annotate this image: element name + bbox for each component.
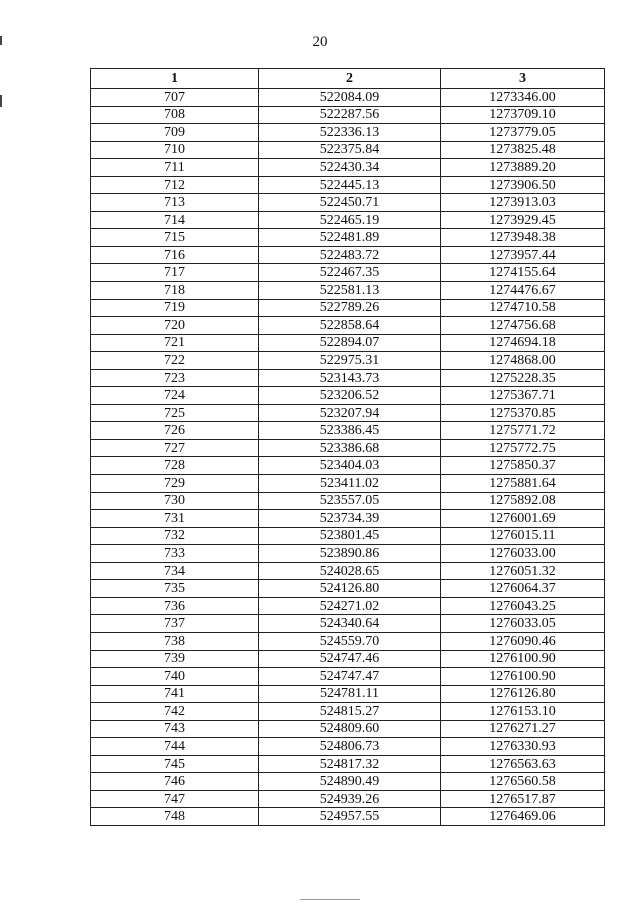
cell-y-coordinate: 1273709.10 — [441, 106, 605, 124]
table-row — [91, 404, 605, 422]
table-row — [91, 124, 605, 142]
cell-point-number: 739 — [91, 650, 259, 668]
cell-x-coordinate: 522975.31 — [259, 352, 441, 370]
cell-x-coordinate: 524809.60 — [259, 720, 441, 738]
cell-x-coordinate: 522894.07 — [259, 334, 441, 352]
cell-point-number: 740 — [91, 668, 259, 686]
cell-point-number: 716 — [91, 246, 259, 264]
cell-y-coordinate: 1276033.00 — [441, 545, 605, 563]
table-row — [91, 387, 605, 405]
table-header — [91, 69, 605, 89]
table-row — [91, 510, 605, 528]
cell-y-coordinate: 1276271.27 — [441, 720, 605, 738]
cell-x-coordinate: 524271.02 — [259, 597, 441, 615]
cell-y-coordinate: 1276043.25 — [441, 597, 605, 615]
cell-x-coordinate: 523386.45 — [259, 422, 441, 440]
cell-y-coordinate: 1273825.48 — [441, 141, 605, 159]
cell-point-number: 713 — [91, 194, 259, 212]
cell-y-coordinate: 1276100.90 — [441, 668, 605, 686]
cell-y-coordinate: 1275850.37 — [441, 457, 605, 475]
cell-point-number: 729 — [91, 475, 259, 493]
cell-point-number: 710 — [91, 141, 259, 159]
cell-y-coordinate: 1273957.44 — [441, 246, 605, 264]
cell-point-number: 741 — [91, 685, 259, 703]
cell-point-number: 731 — [91, 510, 259, 528]
cell-y-coordinate: 1276330.93 — [441, 738, 605, 756]
column-header-x: 2 — [259, 69, 441, 89]
table-row — [91, 422, 605, 440]
table-row — [91, 194, 605, 212]
cell-x-coordinate: 522450.71 — [259, 194, 441, 212]
cell-point-number: 735 — [91, 580, 259, 598]
cell-y-coordinate: 1276469.06 — [441, 808, 605, 826]
table-row — [91, 475, 605, 493]
cell-x-coordinate: 523206.52 — [259, 387, 441, 405]
cell-point-number: 721 — [91, 334, 259, 352]
cell-x-coordinate: 524126.80 — [259, 580, 441, 598]
table-row — [91, 439, 605, 457]
cell-point-number: 707 — [91, 89, 259, 107]
cell-point-number: 719 — [91, 299, 259, 317]
cell-y-coordinate: 1274756.68 — [441, 317, 605, 335]
table-row — [91, 597, 605, 615]
table-row — [91, 685, 605, 703]
cell-point-number: 724 — [91, 387, 259, 405]
table-row — [91, 246, 605, 264]
cell-x-coordinate: 523411.02 — [259, 475, 441, 493]
cell-point-number: 734 — [91, 562, 259, 580]
table-row — [91, 650, 605, 668]
cell-y-coordinate: 1274694.18 — [441, 334, 605, 352]
table-row — [91, 352, 605, 370]
cell-point-number: 717 — [91, 264, 259, 282]
cell-y-coordinate: 1274710.58 — [441, 299, 605, 317]
table-row — [91, 369, 605, 387]
cell-x-coordinate: 523386.68 — [259, 439, 441, 457]
cell-point-number: 722 — [91, 352, 259, 370]
table-row — [91, 773, 605, 791]
cell-x-coordinate: 522481.89 — [259, 229, 441, 247]
table-row — [91, 141, 605, 159]
cell-x-coordinate: 524957.55 — [259, 808, 441, 826]
table-row — [91, 89, 605, 107]
cell-x-coordinate: 524817.32 — [259, 755, 441, 773]
table-body — [91, 89, 605, 826]
cell-x-coordinate: 522336.13 — [259, 124, 441, 142]
cell-point-number: 726 — [91, 422, 259, 440]
cell-x-coordinate: 522581.13 — [259, 282, 441, 300]
scan-edge-mark — [0, 95, 2, 107]
cell-y-coordinate: 1276126.80 — [441, 685, 605, 703]
cell-x-coordinate: 524815.27 — [259, 703, 441, 721]
cell-point-number: 715 — [91, 229, 259, 247]
cell-x-coordinate: 522483.72 — [259, 246, 441, 264]
cell-x-coordinate: 522465.19 — [259, 211, 441, 229]
table-header-row — [91, 69, 605, 89]
scan-bottom-mark — [300, 899, 360, 900]
cell-x-coordinate: 522789.26 — [259, 299, 441, 317]
cell-y-coordinate: 1273889.20 — [441, 159, 605, 177]
table-row — [91, 527, 605, 545]
cell-y-coordinate: 1275367.71 — [441, 387, 605, 405]
cell-point-number: 736 — [91, 597, 259, 615]
cell-x-coordinate: 523404.03 — [259, 457, 441, 475]
cell-point-number: 748 — [91, 808, 259, 826]
table-row — [91, 738, 605, 756]
cell-x-coordinate: 523734.39 — [259, 510, 441, 528]
cell-x-coordinate: 522430.34 — [259, 159, 441, 177]
cell-x-coordinate: 524890.49 — [259, 773, 441, 791]
cell-x-coordinate: 524747.46 — [259, 650, 441, 668]
cell-point-number: 711 — [91, 159, 259, 177]
cell-x-coordinate: 524747.47 — [259, 668, 441, 686]
cell-point-number: 714 — [91, 211, 259, 229]
cell-x-coordinate: 524028.65 — [259, 562, 441, 580]
table-row — [91, 755, 605, 773]
cell-x-coordinate: 524939.26 — [259, 790, 441, 808]
cell-point-number: 743 — [91, 720, 259, 738]
cell-point-number: 720 — [91, 317, 259, 335]
table-row — [91, 492, 605, 510]
cell-y-coordinate: 1275772.75 — [441, 439, 605, 457]
cell-point-number: 725 — [91, 404, 259, 422]
cell-point-number: 746 — [91, 773, 259, 791]
cell-y-coordinate: 1276100.90 — [441, 650, 605, 668]
table-row — [91, 615, 605, 633]
page-number: 20 — [312, 34, 328, 50]
table-row — [91, 720, 605, 738]
table-row — [91, 668, 605, 686]
cell-y-coordinate: 1275370.85 — [441, 404, 605, 422]
table-row — [91, 562, 605, 580]
coordinates-table — [90, 68, 605, 826]
table-row — [91, 457, 605, 475]
column-header-point-number: 1 — [91, 69, 259, 89]
cell-y-coordinate: 1274868.00 — [441, 352, 605, 370]
table-row — [91, 545, 605, 563]
cell-y-coordinate: 1276015.11 — [441, 527, 605, 545]
cell-x-coordinate: 524781.11 — [259, 685, 441, 703]
table-row — [91, 229, 605, 247]
cell-x-coordinate: 523890.86 — [259, 545, 441, 563]
table-row — [91, 282, 605, 300]
cell-x-coordinate: 523143.73 — [259, 369, 441, 387]
table-row — [91, 176, 605, 194]
cell-x-coordinate: 522084.09 — [259, 89, 441, 107]
cell-y-coordinate: 1275228.35 — [441, 369, 605, 387]
cell-y-coordinate: 1273929.45 — [441, 211, 605, 229]
table-row — [91, 580, 605, 598]
cell-point-number: 708 — [91, 106, 259, 124]
cell-point-number: 733 — [91, 545, 259, 563]
cell-y-coordinate: 1276064.37 — [441, 580, 605, 598]
cell-point-number: 744 — [91, 738, 259, 756]
cell-y-coordinate: 1273906.50 — [441, 176, 605, 194]
cell-x-coordinate: 522858.64 — [259, 317, 441, 335]
table-row — [91, 159, 605, 177]
cell-point-number: 728 — [91, 457, 259, 475]
table-row — [91, 106, 605, 124]
cell-x-coordinate: 523557.05 — [259, 492, 441, 510]
cell-y-coordinate: 1273779.05 — [441, 124, 605, 142]
table-row — [91, 790, 605, 808]
cell-x-coordinate: 524340.64 — [259, 615, 441, 633]
table-row — [91, 299, 605, 317]
cell-x-coordinate: 522287.56 — [259, 106, 441, 124]
cell-point-number: 723 — [91, 369, 259, 387]
cell-y-coordinate: 1274476.67 — [441, 282, 605, 300]
cell-y-coordinate: 1276001.69 — [441, 510, 605, 528]
cell-point-number: 732 — [91, 527, 259, 545]
cell-y-coordinate: 1276563.63 — [441, 755, 605, 773]
cell-point-number: 742 — [91, 703, 259, 721]
column-header-y: 3 — [441, 69, 605, 89]
cell-point-number: 737 — [91, 615, 259, 633]
cell-y-coordinate: 1275771.72 — [441, 422, 605, 440]
cell-point-number: 738 — [91, 632, 259, 650]
cell-point-number: 718 — [91, 282, 259, 300]
cell-x-coordinate: 523801.45 — [259, 527, 441, 545]
cell-y-coordinate: 1276051.32 — [441, 562, 605, 580]
table-row — [91, 264, 605, 282]
cell-point-number: 747 — [91, 790, 259, 808]
cell-y-coordinate: 1273913.03 — [441, 194, 605, 212]
cell-point-number: 745 — [91, 755, 259, 773]
cell-x-coordinate: 522467.35 — [259, 264, 441, 282]
cell-y-coordinate: 1276090.46 — [441, 632, 605, 650]
cell-y-coordinate: 1276560.58 — [441, 773, 605, 791]
cell-x-coordinate: 523207.94 — [259, 404, 441, 422]
cell-y-coordinate: 1273948.38 — [441, 229, 605, 247]
cell-x-coordinate: 522375.84 — [259, 141, 441, 159]
cell-y-coordinate: 1274155.64 — [441, 264, 605, 282]
cell-x-coordinate: 524806.73 — [259, 738, 441, 756]
table-row — [91, 211, 605, 229]
cell-point-number: 712 — [91, 176, 259, 194]
table-row — [91, 317, 605, 335]
cell-y-coordinate: 1276517.87 — [441, 790, 605, 808]
table-row — [91, 808, 605, 826]
cell-point-number: 730 — [91, 492, 259, 510]
cell-y-coordinate: 1276153.10 — [441, 703, 605, 721]
table-row — [91, 703, 605, 721]
cell-y-coordinate: 1276033.05 — [441, 615, 605, 633]
cell-point-number: 727 — [91, 439, 259, 457]
table-row — [91, 632, 605, 650]
table-row — [91, 334, 605, 352]
cell-point-number: 709 — [91, 124, 259, 142]
cell-x-coordinate: 522445.13 — [259, 176, 441, 194]
cell-x-coordinate: 524559.70 — [259, 632, 441, 650]
cell-y-coordinate: 1275892.08 — [441, 492, 605, 510]
cell-y-coordinate: 1275881.64 — [441, 475, 605, 493]
cell-y-coordinate: 1273346.00 — [441, 89, 605, 107]
